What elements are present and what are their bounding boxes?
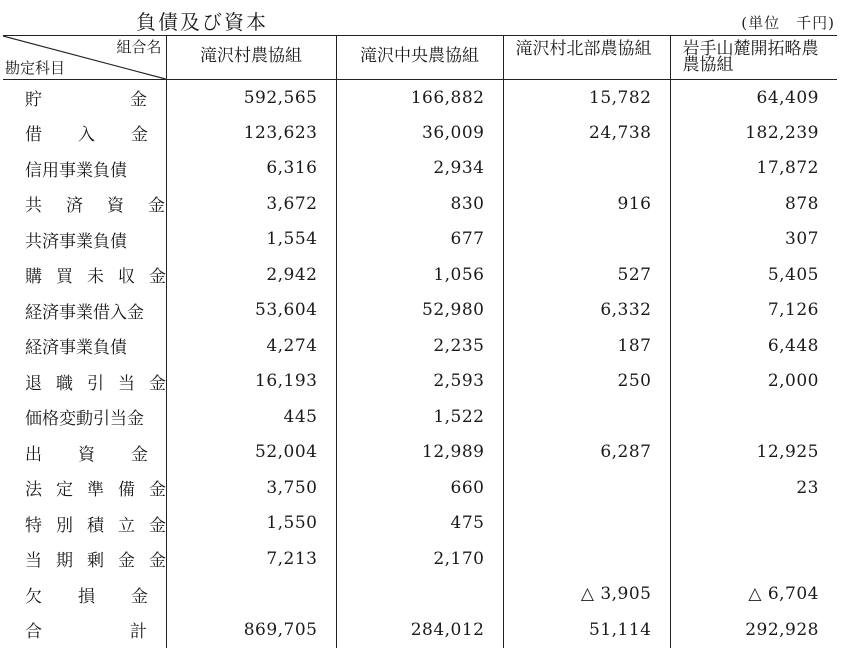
account-cell xyxy=(3,364,180,400)
value-cell xyxy=(503,541,670,577)
account-cell xyxy=(3,470,180,506)
account-cell xyxy=(3,506,180,542)
value-cell: 527 xyxy=(503,257,670,293)
value-cell xyxy=(336,577,503,613)
table-row xyxy=(3,151,837,187)
value-cell: 2,934 xyxy=(336,151,503,187)
value-cell xyxy=(670,506,837,542)
value-cell: 12,925 xyxy=(670,435,837,471)
value-cell: 166,882 xyxy=(336,80,503,116)
value-cell xyxy=(503,399,670,435)
table-row xyxy=(3,257,837,293)
account-label: 貯金 xyxy=(25,90,235,110)
value-cell: 592,565 xyxy=(166,80,336,116)
value-cell: 17,872 xyxy=(670,151,837,187)
value-cell: 12,989 xyxy=(336,435,503,471)
value-cell: 16,193 xyxy=(166,364,336,400)
value-cell: 7,126 xyxy=(670,293,837,329)
value-cell: 916 xyxy=(503,186,670,222)
value-cell: △ 3,905 xyxy=(503,577,670,613)
account-cell xyxy=(3,435,184,471)
value-cell: 15,782 xyxy=(503,80,670,116)
org-header: 滝沢村北部農協組 xyxy=(503,36,670,80)
value-cell xyxy=(670,399,837,435)
account-cell xyxy=(3,222,166,258)
value-cell: 182,239 xyxy=(670,115,837,151)
value-cell: 445 xyxy=(166,399,336,435)
value-cell: 52,980 xyxy=(336,293,503,329)
account-label: 合計 xyxy=(25,622,235,643)
account-label: 欠損金 xyxy=(25,586,184,607)
value-cell: 53,604 xyxy=(166,293,336,329)
header-row xyxy=(3,36,837,80)
account-label: 経済事業借入金 xyxy=(25,302,144,323)
table-row xyxy=(3,222,837,258)
account-label: 価格変動引当金 xyxy=(25,409,144,430)
org-header: 滝沢村農協組 xyxy=(166,36,336,80)
value-cell: 24,738 xyxy=(503,115,670,151)
account-label: 借入金 xyxy=(25,125,184,146)
value-cell: 677 xyxy=(336,222,503,258)
value-cell: 830 xyxy=(336,186,503,222)
value-cell: 2,942 xyxy=(166,257,336,293)
value-cell xyxy=(670,541,837,577)
account-cell xyxy=(3,257,180,293)
account-label: 法定準備金 xyxy=(25,480,180,501)
value-cell: 2,170 xyxy=(336,541,503,577)
value-cell: 187 xyxy=(503,328,670,364)
value-cell: 3,750 xyxy=(166,470,336,506)
value-cell: 2,000 xyxy=(670,364,837,400)
corner-header xyxy=(3,36,166,80)
value-cell: 6,332 xyxy=(503,293,670,329)
value-cell: 7,213 xyxy=(166,541,336,577)
value-cell: 2,593 xyxy=(336,364,503,400)
account-cell xyxy=(3,151,166,187)
value-cell: 51,114 xyxy=(503,612,670,648)
table-row xyxy=(3,541,837,577)
value-cell: 307 xyxy=(670,222,837,258)
org-header: 岩手山麓開拓略農農協組 xyxy=(670,36,837,80)
value-cell: 2,235 xyxy=(336,328,503,364)
corner-account-label: 勘定科目 xyxy=(5,59,66,77)
account-label: 特別積立金 xyxy=(25,515,180,536)
account-label: 当期剰金金 xyxy=(25,551,180,572)
value-cell: 36,009 xyxy=(336,115,503,151)
value-cell xyxy=(166,577,336,613)
account-cell xyxy=(3,186,189,222)
value-cell: 660 xyxy=(336,470,503,506)
value-cell: 123,623 xyxy=(166,115,336,151)
value-cell: 292,928 xyxy=(670,612,837,648)
account-cell xyxy=(3,612,235,648)
account-cell xyxy=(3,328,166,364)
value-cell: △ 6,704 xyxy=(670,577,837,613)
account-label: 経済事業負債 xyxy=(25,338,127,359)
value-cell: 1,550 xyxy=(166,506,336,542)
table-row xyxy=(3,293,837,329)
value-cell xyxy=(503,151,670,187)
account-label: 共済資金 xyxy=(25,196,189,217)
table-row xyxy=(3,470,837,506)
value-cell: 52,004 xyxy=(166,435,336,471)
account-label: 購買未収金 xyxy=(25,267,180,288)
value-cell: 284,012 xyxy=(336,612,503,648)
value-cell: 1,522 xyxy=(336,399,503,435)
account-cell xyxy=(3,541,180,577)
value-cell: 878 xyxy=(670,186,837,222)
value-cell: 1,056 xyxy=(336,257,503,293)
account-label: 共済事業負債 xyxy=(25,231,127,252)
page-title: 負債及び資本 xyxy=(136,10,268,34)
value-cell: 250 xyxy=(503,364,670,400)
value-cell: 23 xyxy=(670,470,837,506)
value-cell: 3,672 xyxy=(166,186,336,222)
account-label: 出資金 xyxy=(25,444,184,465)
account-label: 退職引当金 xyxy=(25,373,180,394)
table-row xyxy=(3,115,837,151)
table-row xyxy=(3,577,837,613)
table-row xyxy=(3,612,837,648)
value-cell: 4,274 xyxy=(166,328,336,364)
value-cell: 5,405 xyxy=(670,257,837,293)
value-cell: 475 xyxy=(336,506,503,542)
table-row xyxy=(3,186,837,222)
table-row xyxy=(3,506,837,542)
account-cell xyxy=(3,399,166,435)
account-cell xyxy=(3,115,184,151)
account-label: 信用事業負債 xyxy=(25,160,127,181)
balance-table xyxy=(3,35,837,648)
unit-note: (単位 千円) xyxy=(741,14,835,32)
table-row xyxy=(3,399,837,435)
value-cell: 869,705 xyxy=(166,612,336,648)
value-cell xyxy=(503,506,670,542)
table-row xyxy=(3,328,837,364)
value-cell xyxy=(503,222,670,258)
org-header: 滝沢中央農協組 xyxy=(336,36,503,80)
table-row xyxy=(3,364,837,400)
table-row xyxy=(3,435,837,471)
value-cell xyxy=(503,470,670,506)
table-row xyxy=(3,80,837,116)
account-cell xyxy=(3,293,166,329)
value-cell: 1,554 xyxy=(166,222,336,258)
value-cell: 64,409 xyxy=(670,80,837,116)
value-cell: 6,287 xyxy=(503,435,670,471)
value-cell: 6,316 xyxy=(166,151,336,187)
value-cell: 6,448 xyxy=(670,328,837,364)
account-cell xyxy=(3,80,235,116)
corner-org-label: 組合名 xyxy=(116,38,162,56)
account-cell xyxy=(3,577,184,613)
